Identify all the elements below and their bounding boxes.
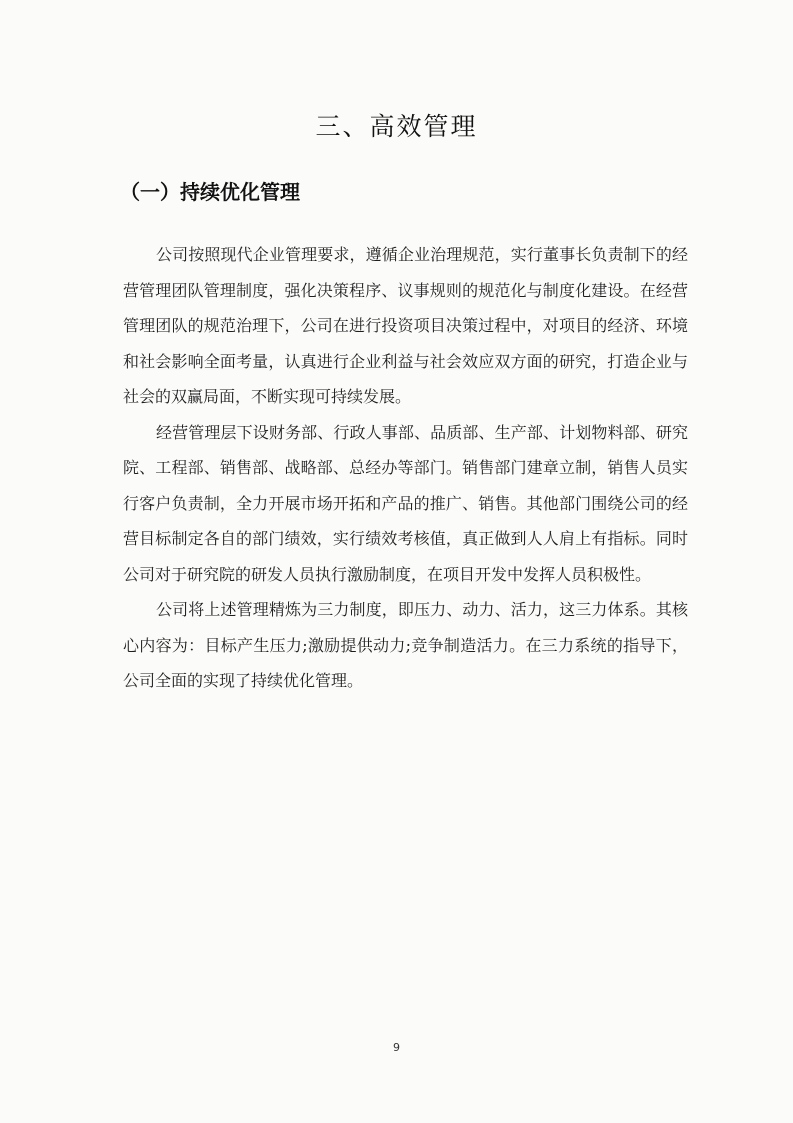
body-text [123, 237, 688, 699]
section-heading: 三、高效管理 [315, 112, 478, 141]
page-number: 9 [393, 1041, 400, 1054]
subsection-heading: （一）持续优化管理 [120, 180, 300, 204]
paragraph: 经营管理层下设财务部、行政人事部、品质部、生产部、计划物料部、研究院、工程部、销售部、战略部、总经办等部门。销售部门建章立制，销售人员实行客户负责制，全力开展市场开拓和产品的推广、销售。其他部门围绕公司的经营目标制定各自的部门绩效，实行绩效考核值，真正做到人人肩上有指标。同时公司对于研究院的研发人员执行激励制度，在项目开发中发挥人员积极性。 [123, 422, 688, 584]
paragraph: 公司按照现代企业管理要求，遵循企业治理规范，实行董事长负责制下的经营管理团队管理制度，强化决策程序、议事规则的规范化与制度化建设。在经营管理团队的规范治理下，公司在进行投资项目决策过程中，对项目的经济、环境和社会影响全面考量，认真进行企业利益与社会效应双方面的研究，打造企业与社会的双赢局面，不断实现可持续发展。 [123, 245, 688, 406]
paragraph: 公司将上述管理精炼为三力制度，即压力、动力、活力，这三力体系。其核心内容为：目标产生压力;激励提供动力;竞争制造活力。在三力系统的指导下，公司全面的实现了持续优化管理。 [123, 600, 688, 690]
